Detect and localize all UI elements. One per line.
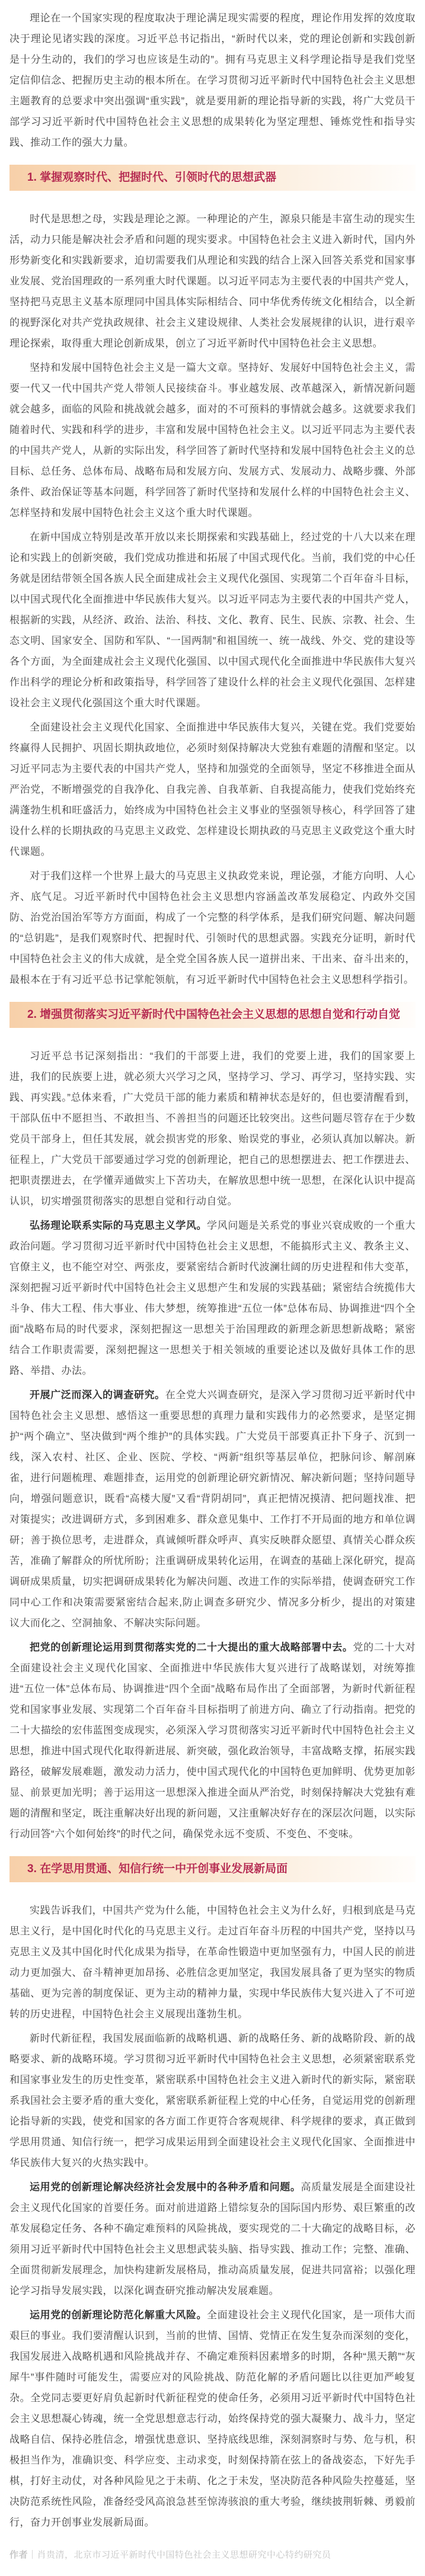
section-2-title: 2. 增强贯彻落实习近平新时代中国特色社会主义思想的思想自觉和行动自觉 (27, 1008, 401, 1021)
paragraph-text: 高质量发展是全面建设社会主义现代化国家的首要任务。面对前进道路上错综复杂的国际国内形势、艰巨繁重的改革发展稳定任务、各种不确定难预料的风险挑战，要实现党的二十大确定的战略目标，必须用习近平新时代中国特色社会主义思想武装头脑、指导实践、推动工作；完整、准确、全面贯彻新发展理念，加快构建新发展格局，推动高质量发展，促进共同富裕；以强化理论学习指导发展实践，以深化调查研究推动解决发展难题。 (9, 2181, 416, 2296)
paragraph-text: 新时代新征程，我国发展面临新的战略机遇、新的战略任务、新的战略阶段、新的战略要求、新的战略环境。学习贯彻习近平新时代中国特色社会主义思想，必须紧密联系党和国家事业发生的历史性变革，紧密联系中国特色社会主义进入新时代的新实际，紧密联系我国社会主要矛盾的重大变化，紧密联系新征程上党的中心任务，自觉运用党的创新理论指导新的实践，使党和国家的各方面工作更符合客观规律、科学规律的要求，真正做到学思用贯通、知信行统一，把学习成果运用到全面建设社会主义现代化国家、全面推进中华民族伟大复兴的火热实践中。 (9, 2033, 416, 2168)
author-footer (9, 2548, 416, 2561)
intro-paragraph: 理论在一个国家实现的程度取决于理论满足现实需要的程度，理论作用发挥的效度取决于理论见诸实践的深度。习近平总书记指出，“新时代以来，党的理论创新和实践创新是十分生动的，我们的学习也应该是生动的”。拥有马克思主义科学理论指导是我们党坚定信仰信念、把握历史主动的根本所在。在学习贯彻习近平新时代中国特色社会主义思想主题教育的总要求中突出强调“重实践”，就是要用新的理论指导新的实践，将广大党员干部学习习近平新时代中国特色社会主义思想的成果转化为坚定理想、锤炼党性和指导实践、推动工作的强大力量。 (9, 12, 416, 148)
paragraph-text: 坚持和发展中国特色社会主义是一篇大文章。坚持好、发展好中国特色社会主义，需要一代又一代中国共产党人带领人民接续奋斗。事业越发展、改革越深入，新情况新问题就会越多，面临的风险和挑战就会越多，面对的不可预料的事情就会越多。这就要求我们随着时代、实践和科学的进步，丰富和发展中国特色社会主义。以习近平同志为主要代表的中国共产党人，从新的实际出发，科学回答了新时代坚持和发展中国特色社会主义的总目标、总任务、总体布局、战略布局和发展方向、发展方式、发展动力、战略步骤、外部条件、政治保证等基本问题，科学回答了新时代坚持和发展什么样的中国特色社会主义、怎样坚持和发展中国特色社会主义这个重大时代课题。 (9, 362, 416, 518)
paragraph-text: 实践告诉我们，中国共产党为什么能，中国特色社会主义为什么好，归根到底是马克思主义行，是中国化时代化的马克思主义行。走过百年奋斗历程的中国共产党，坚持以马克思主义及其中国化时代化成果为指导，在革命性锻造中更加坚强有力，中国人民的前进动力更加强大、奋斗精神更加昂扬、必胜信念更加坚定，我国发展具备了更为坚实的物质基础、更为完善的制度保证、更为主动的精神力量，实现中华民族伟大复兴进入了不可逆转的历史进程，中国特色社会主义展现出蓬勃生机。 (9, 1905, 416, 2020)
paragraph-text: 在全党大兴调查研究，是深入学习贯彻习近平新时代中国特色社会主义思想、感悟这一重要思想的真理力量和实践伟力的必然要求，是坚定拥护“两个确立”、坚决做到“两个维护”的具体实践。广大党员干部要真正扑下身子、沉到一线，深入农村、社区、企业、医院、学校、“两新”组织等基层单位，把脉问诊、解剖麻雀，进行问题梳理、难题排查，运用党的创新理论研究新情况、解决新问题；坚持问题导向，增强问题意识，既看“高楼大厦”又看“背阴胡同”，真正把情况摸清、把问题找准、把对策提实；改进调研方式，多到困难多、群众意见集中、工作打不开局面的地方和单位调研；善于换位思考，走进群众，真诚倾听群众呼声、真实反映群众愿望、真情关心群众疾苦，准确了解群众的所忧所盼；注重调研成果转化运用，在调查的基础上深化研究，提高调研成果质量，切实把调研成果转化为解决问题、改进工作的实际举措，使调查研究工作同中心工作和决策需要紧密结合起来,防止调查多研究少、情况多分析少，提出的对策建议大而化之、空洞抽象、不解决实际问题。 (9, 1389, 416, 1629)
author-separator: ｜ (28, 2550, 37, 2560)
author-text: 肖贵清，北京市习近平新时代中国特色社会主义思想研究中心特约研究员 (37, 2550, 331, 2560)
paragraph (9, 527, 416, 713)
paragraph (9, 717, 416, 862)
paragraph (9, 2305, 416, 2533)
paragraph-text: 在新中国成立特别是改革开放以来长期探索和实践基础上，经过党的十八大以来在理论和实践上的创新突破，我们党成功推进和拓展了中国式现代化。当前，我们党的中心任务就是团结带领全国各族人民全面建成社会主义现代化强国、实现第二个百年奋斗目标，以中国式现代化全面推进中华民族伟大复兴。以习近平同志为主要代表的中国共产党人，根据新的实践，从经济、政治、法治、科技、文化、教育、民生、民族、宗教、社会、生态文明、国家安全、国防和军队、“一国两制”和祖国统一、统一战线、外交、党的建设等各个方面，为全面建成社会主义现代化强国、以中国式现代化全面推进中华民族伟大复兴作出科学的理论分析和政策指导，科学回答了建设什么样的社会主义现代化强国、怎样建设社会主义现代化强国这个重大时代课题。 (9, 531, 416, 709)
paragraph-text: 学风问题是关系党的事业兴衰成败的一个重大政治问题。学习贯彻习近平新时代中国特色社会主义思想，不能搞形式主义、教条主义、官僚主义，也不能空对空、两张皮，要紧密结合新时代波澜壮阔的历史进程和伟大变革，深刻把握习近平新时代中国特色社会主义思想产生和发展的实践基础；紧密结合统揽伟大斗争、伟大工程、伟大事业、伟大梦想，统筹推进“五位一体”总体布局、协调推进“四个全面”战略布局的时代要求，深刻把握这一思想关于治国理政的新理念新思想新战略；紧密结合工作职责需要，深刻把握这一思想关于相关领域的重要论述以及做好具体工作的思路、举措、办法。 (9, 1220, 416, 1376)
paragraph (9, 1900, 416, 2024)
paragraph (9, 209, 416, 354)
author-label: 作者 (9, 2550, 28, 2560)
paragraph-text: 全面建设社会主义现代化国家，是一项伟大而艰巨的事业。我们要清醒认识到，当前的世情、国情、党情正在发生复杂而深刻的变化，我国发展进入战略机遇和风险挑战并存、不确定难预料因素增多的时期，各种“黑天鹅”“灰犀牛”事件随时可能发生，需要应对的风险挑战、防范化解的矛盾问题比以往更加严峻复杂。全党同志要更好肩负起新时代新征程党的使命任务，必须用习近平新时代中国特色社会主义思想凝心铸魂，统一全党思想意志行动，始终保持党的强大凝聚力、战斗力，坚定战略自信、保持必胜信念，增强忧患意识、坚持底线思维，深刻洞察时与势、危与机，积极担当作为，准确识变、科学应变、主动求变，时刻保持箭在弦上的备战姿态，下好先手棋，打好主动仗，对各种风险见之于未萌、化之于未发，坚决防范各种风险失控蔓延，坚决防范系统性风险，准备经受风高浪急甚至惊涛骇浪的重大考验，继续披荆斩棘、勇毅前行，奋力开创事业发展新局面。 (9, 2309, 416, 2528)
section-3-header (9, 1856, 416, 1882)
paragraph (9, 1046, 416, 1212)
paragraph (9, 1385, 416, 1633)
paragraph-text: 时代是思想之母，实践是理论之源。一种理论的产生，源泉只能是丰富生动的现实生活，动力只能是解决社会矛盾和问题的现实要求。中国特色社会主义进入新时代，国内外形势新变化和实践新要求，迫切需要我们从理论和实践的结合上深入回答关系党和国家事业发展、党治国理政的一系列重大时代课题。以习近平同志为主要代表的中国共产党人，坚持把马克思主义基本原理同中国具体实际相结合、同中华优秀传统文化相结合，以全新的视野深化对共产党执政规律、社会主义建设规律、人类社会发展规律的认识，进行艰辛理论探索，取得重大理论创新成果，创立了习近平新时代中国特色社会主义思想。 (9, 213, 416, 349)
paragraph-text: 党的二十大对全面建设社会主义现代化国家、全面推进中华民族伟大复兴进行了战略谋划，对统筹推进“五位一体”总体布局、协调推进“四个全面”战略布局作出了全面部署，为新时代新征程党和国家事业发展、实现第二个百年奋斗目标指明了前进方向、确立了行动指南。把党的二十大描绘的宏伟蓝图变成现实，必须深入学习贯彻落实习近平新时代中国特色社会主义思想，推进中国式现代化取得新进展、新突破，强化政治领导，丰富战略支撑，拓展实践路径，破解发展难题，激发动力活力，使中国式现代化的中国特色更加鲜明、优势更加彰显、前景更加光明；善于运用这一思想深入推进全面从严治党，时刻保持解决大党独有难题的清醒和坚定，既注重解决好出现的新问题，又注重解决好存在的深层次问题，以实际行动回答“六个如何始终”的时代之问，确保党永远不变质、不变色、不变味。 (9, 1642, 416, 1840)
paragraph-lead: 把党的创新理论运用到贯彻落实党的二十大提出的重大战略部署中去。 (30, 1642, 353, 1653)
paragraph (9, 2177, 416, 2301)
paragraph (9, 866, 416, 990)
section-3-title: 3. 在学思用贯通、知信行统一中开创事业发展新局面 (27, 1863, 288, 1875)
section-1-header (9, 165, 416, 191)
paragraph (9, 1637, 416, 1844)
section-2-header (9, 1002, 416, 1028)
paragraph (9, 1215, 416, 1381)
paragraph-lead: 弘扬理论联系实际的马克思主义学风。 (30, 1220, 207, 1231)
paragraph-text: 习近平总书记深刻指出：“我们的干部要上进，我们的党要上进，我们的国家要上进，我们的民族要上进，就必须大兴学习之风，坚持学习、学习、再学习，坚持实践、实践、再实践。”总体来看，广大党员干部的能力素质和精神状态是好的，但也要清醒看到，干部队伍中不愿担当、不敢担当、不善担当的问题还比较突出。这些问题尽管存在于少数党员干部身上，但任其发展，就会损害党的形象、贻误党的事业，必须认真加以解决。新征程上，广大党员干部要通过学习党的创新理论，把自己的思想摆进去、把工作摆进去、把职责摆进去，在学懂弄通做实上下苦功夫，在解放思想中统一思想，在深化认识中提高认识，切实增强贯彻落实的思想自觉和行动自觉。 (9, 1050, 416, 1207)
paragraph-lead: 运用党的创新理论防范化解重大风险。 (30, 2309, 207, 2321)
paragraph (9, 357, 416, 523)
paragraph-text: 对于我们这样一个世界上最大的马克思主义执政党来说，理论强，才能方向明、人心齐、底气足。习近平新时代中国特色社会主义思想内容涵盖改革发展稳定、内政外交国防、治党治国治军等方方面面，构成了一个完整的科学体系，是我们研究问题、解决问题的“总钥匙”，是我们观察时代、把握时代、引领时代的思想武器。实践充分证明，新时代中国特色社会主义的伟大成就，是全党全国各族人民一道拼出来、干出来、奋斗出来的，最根本在于有习近平总书记掌舵领航，有习近平新时代中国特色社会主义思想科学指引。 (9, 870, 416, 985)
paragraph (9, 2028, 416, 2173)
section-1-title: 1. 掌握观察时代、把握时代、引领时代的思想武器 (27, 171, 277, 184)
paragraph-text: 全面建设社会主义现代化国家、全面推进中华民族伟大复兴，关键在党。我们党要始终赢得人民拥护、巩固长期执政地位，必须时刻保持解决大党独有难题的清醒和坚定。以习近平同志为主要代表的中国共产党人，坚持和加强党的全面领导，坚定不移推进全面从严治党，不断增强党的自我净化、自我完善、自我革新、自我提高能力，使我们党始终充满蓬勃生机和旺盛活力，始终成为中国特色社会主义事业的坚强领导核心，科学回答了建设什么样的长期执政的马克思主义政党、怎样建设长期执政的马克思主义政党这个重大时代课题。 (9, 722, 416, 857)
paragraph-lead: 开展广泛而深入的调查研究。 (30, 1389, 165, 1401)
paragraph-lead: 运用党的创新理论解决经济社会发展中的各种矛盾和问题。 (30, 2181, 301, 2193)
